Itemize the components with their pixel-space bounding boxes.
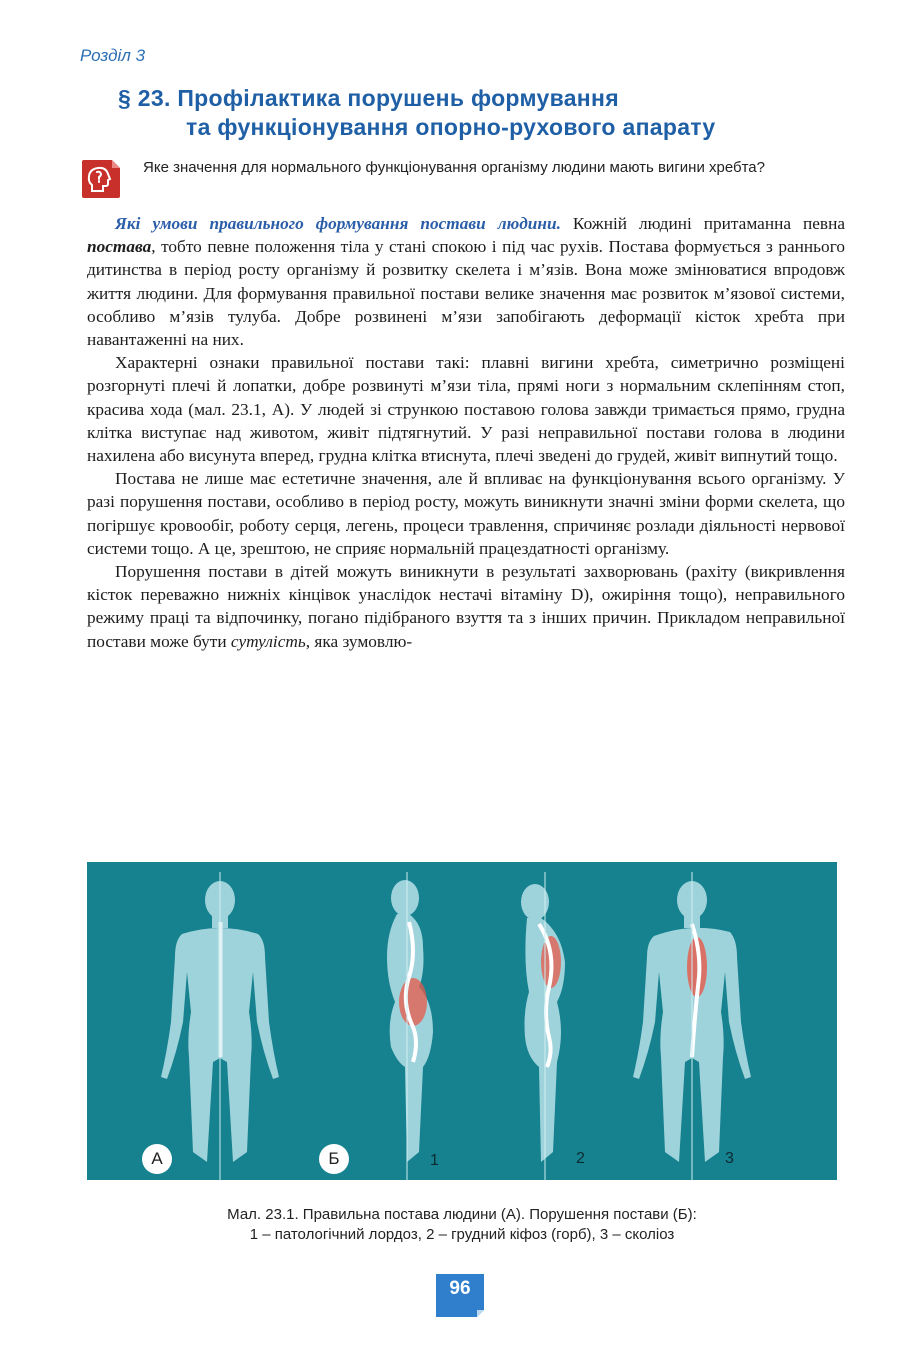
title-line-2: та функціонування опорно-рухового апарату bbox=[186, 114, 716, 140]
label-b-badge: Б bbox=[319, 1144, 349, 1174]
paragraph-4-text-a: Порушення постави в дітей можуть виникнути в результаті захворювань (рахіту (викривлення кісток переважно нижніх кінцівок унаслідок нестачі вітаміну D), ожиріння тощо), неправильного режиму праці та відпочинку, погано підібраного взуття та з інших причин. Прикладом неправильної постави може бути bbox=[87, 562, 845, 651]
paragraph-heading: Які умови правильного формування постави людини. bbox=[115, 214, 561, 233]
paragraph-2: Характерні ознаки правильної постави такі: плавні вигини хребта, симетрично розміщені розгорнуті плечі й лопатки, добре розвинуті м’язи тіла, прямі ноги з нормальним склепінням стоп, красива хода (мал. 23.1, А). У людей зі стрункою поставою голова завжди тримається прямо, грудна клітка виступає над животом, живіт підтягнутий. У разі неправильної постави голова в людини нахилена або висунута вперед, грудна клітка втиснута, плечі зведені до грудей, живіт випнутий тощо. bbox=[87, 353, 845, 466]
paragraph-4-text-b: , яка зумовлю- bbox=[305, 631, 413, 651]
label-1: 1 bbox=[430, 1152, 439, 1169]
caption-line-1: Мал. 23.1. Правильна постава людини (А). Порушення постави (Б): bbox=[227, 1206, 697, 1223]
label-2: 2 bbox=[576, 1150, 585, 1167]
figure-caption bbox=[87, 1205, 837, 1245]
posture-figure bbox=[87, 862, 837, 1180]
paragraph-1-text-b: , тобто певне положення тіла у стані спокою і під час рухів. Постава формується з раннього дитинства в період росту організму й розвитку скелета і м’язів. Вона може змінюватися впродовж життя людини. Для формування правильної постави велике значення має розвиток м’язової системи, особливо м’язів тулуба. Добре розвинені м’язи запобігають деформації кісток хребта при навантаженні на них. bbox=[87, 237, 845, 350]
question-text: Яке значення для нормального функціонування організму людини мають вигини хребта? bbox=[143, 159, 765, 176]
caption-line-2: 1 – патологічний лордоз, 2 – грудний кіфоз (горб), 3 – сколіоз bbox=[249, 1226, 675, 1243]
label-a-badge: А bbox=[142, 1144, 172, 1174]
paragraph-3: Постава не лише має естетичне значення, але й впливає на функціонування всього організму. У разі порушення постави, особливо в період росту, можуть виникнути значні зміни форми скелета, що погіршує кровообіг, роботу серця, легень, процеси травлення, спричиняє розлади діяльності нервової системи тощо. А це, зрештою, не сприяє нормальній працездатності організму. bbox=[87, 469, 845, 558]
figure-2-kyphosis-view bbox=[521, 884, 565, 1162]
term-postava: постава bbox=[87, 237, 152, 257]
paragraph-4 bbox=[87, 560, 845, 653]
head-profile-icon bbox=[80, 158, 122, 200]
label-3: 3 bbox=[725, 1150, 734, 1167]
title-line-1: § 23. Профілактика порушень формування bbox=[118, 85, 619, 111]
paragraph-1 bbox=[87, 212, 845, 351]
section-label: Розділ 3 bbox=[80, 46, 146, 65]
figure-1-lordosis-view bbox=[387, 880, 433, 1162]
term-sutulist: сутулість bbox=[230, 631, 306, 651]
page-number-badge bbox=[433, 1272, 487, 1318]
body-text bbox=[87, 212, 845, 653]
paragraph-1-text-a: Кожній людині притаманна певна bbox=[560, 214, 845, 233]
page-title bbox=[118, 84, 716, 142]
page-number: 96 bbox=[449, 1278, 471, 1299]
